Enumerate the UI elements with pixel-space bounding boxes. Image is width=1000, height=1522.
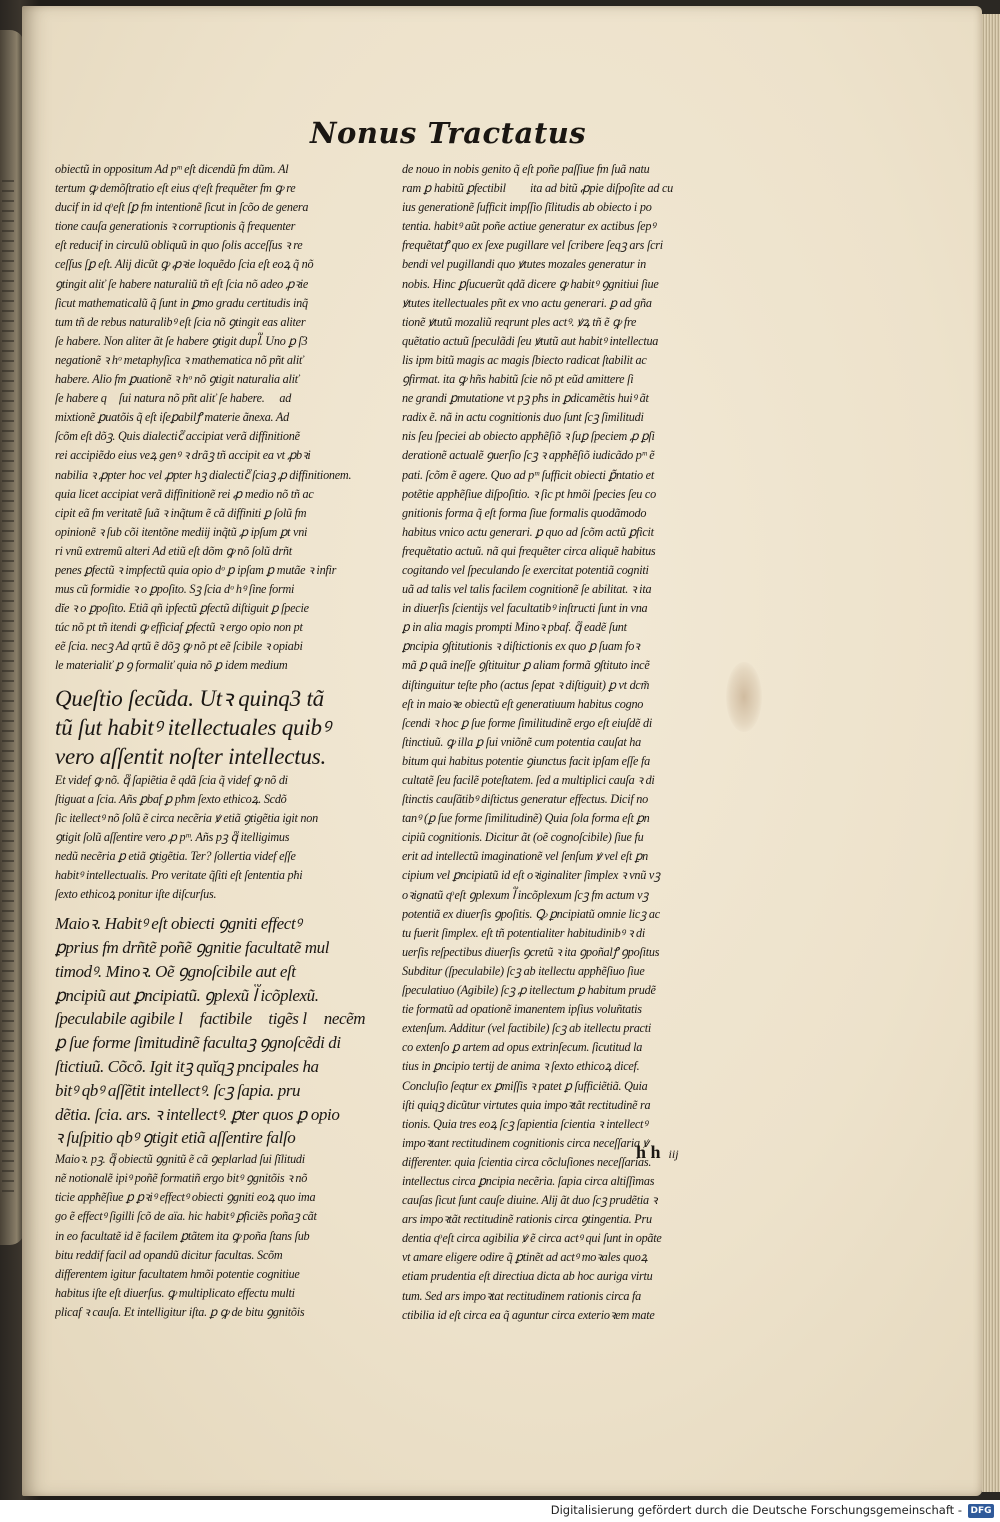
- previous-leaf-text-strip: [2, 180, 14, 1200]
- text-line: obiectũ in oppositum Ad pᵐ eſt dicendũ fm dũm. Al: [55, 162, 289, 176]
- text-line: etiam prudentia eſt directiua dicta ab hoc auriga virtu: [402, 1269, 653, 1284]
- text-line: ſpeculatiuo (Agibile) ſcꝫ ꝓ itellectum ꝑ habitum prudẽ: [402, 983, 656, 998]
- text-line: penes ꝑfectũ ꝛ impfectũ quia opio dᵒ ꝑ ipſam ꝑ mutãe ꝛ infir: [55, 562, 337, 577]
- major-premise-line: ſtictiuũ. Cõcõ. Igit itꝫ quĭqꝫ pncipales ha: [55, 1056, 319, 1076]
- text-line: tius in ꝑncipio tertĳ de anima ꝛ ſexto ethicoꝝ dicef.: [402, 1059, 640, 1074]
- text-line: vt amare eligere odire q̃ ꝑtinẽt ad actꝰ moꝛales quoꝝ: [402, 1250, 648, 1265]
- major-premise-line: ſpeculabile agibile l᷑ factibile ꝯtigẽs l᷑ necẽm: [55, 1009, 366, 1029]
- question-heading-line: vero aſſentit noſter intellectus.: [55, 743, 327, 769]
- signature-number: iij: [668, 1147, 679, 1161]
- text-line: tum tñ de rebus naturalibꝰ eſt ſcia nõ ꝯtingit eas aliter: [55, 314, 306, 329]
- major-premise-line: ꝑ ſue forme ſimitudinẽ facultaꝫ ꝯgnoſcẽdi di: [55, 1033, 341, 1053]
- text-line: uã ad talis vel talis facilem cognitionẽ ſe abilitat. ꝛ ita: [402, 582, 652, 597]
- text-line: cipit eã fm veritatẽ ſuã ꝛ inq̃tum ẽ cã diffiniti ꝑ ſolũ fm: [55, 505, 307, 520]
- text-line: tionis. Quia tres eoꝝ ſcꝫ ſapientia ſcientia ꝛ intellectꝰ: [402, 1116, 648, 1131]
- text-line: mus cũ formidie ꝛ o ꝑpoſito. Sꝫ ſcia dᵒ hꝰ ſine formi: [55, 582, 295, 597]
- text-line: ſtinctiuũ. ꝙ illa ꝑ ſui vniõnẽ cum potentia cauſat ha: [402, 734, 641, 749]
- text-line: tionẽ ꝟtutũ mozaliũ reqrunt ples actꝰ. ꝟꝝ tñ ẽ ꝙ fre: [402, 314, 637, 329]
- text-line: erit ad intellectũ imaginationẽ vel ſenſum ꝟ vel eſt ꝑn: [402, 849, 648, 864]
- text-line: cultatẽ ſeu facilẽ poteſtatem. ſed a multiplici cauſa ꝛ di: [402, 773, 655, 787]
- text-line: eſt reducif in circulũ obliquũ in quo ſolis acceſſus ꝛ re: [55, 238, 303, 253]
- text-line: pati. ſcõm ẽ agere. Quo ad pᵐ ſufficit obiecti ꝑ̃ntatio et: [402, 467, 654, 482]
- text-line: ꝟtutes itellectuales pñt ex vno actu generari. ꝑ ad gña: [402, 295, 652, 310]
- text-line: tu fuerit ſimplex. eſt tñ potentialiter habitudinibꝰ ꝛ di: [402, 925, 645, 940]
- major-premise-line: Maioꝛ. Habitꝰ eſt obiecti ꝯgniti effectꝰ: [55, 914, 302, 934]
- dfg-logo: DFG: [968, 1504, 994, 1518]
- footer-credit: Digitalisierung gefördert durch die Deutsche Forschungsgemeinschaft -: [550, 1503, 962, 1517]
- text-line: in eo facultatẽ id ẽ facilem ꝑtãtem ita ꝙ poña ſtans ſub: [55, 1228, 310, 1243]
- text-line: opinionẽ ꝛ ſub cõi itentõne mediĳ inq̃tũ ꝓ ipſum ꝑt vni: [55, 524, 308, 539]
- text-line: ſe habere. Non aliter ãt ſe habere ꝯtigit dupl᷑. Uno ꝑ ſ3: [55, 333, 308, 348]
- question-heading-line: tũ ſut habitꝰ itellectuales quibꝰ: [55, 714, 331, 740]
- text-line: ceſſus ſꝑ eſt. Alij dicũt ꝙ ꝓꝛie loquẽdo ſcia eſt eoꝝ q̃ nõ: [55, 257, 314, 272]
- text-line: habitꝰ intellectualis. Pro veritate q̃ſiti eſt ſententia pħi: [55, 868, 303, 882]
- text-line: cipiũ cognitionis. Dicitur ãt (oẽ cognoſcibile) ſiue fu: [402, 830, 644, 845]
- text-line: nis ſeu ſpeciei ab obiecto appħẽſiõ ꝛ ſuꝑ ſpeciem ꝓ ꝑſi: [402, 429, 655, 444]
- text-line: oꝛignatũ qͦ eſt ꝯplexum l᷑ incõplexum ſcꝫ fm actum vꝫ: [402, 887, 649, 902]
- text-line: ſtiguat a ſcia. Añs ꝑbaf ꝑ pħm ſexto ethicoꝝ. Scdõ: [55, 791, 287, 806]
- major-premise-line: ꝑprius fm drñtẽ poñẽ ꝯgnitie facultatẽ mul: [55, 937, 330, 957]
- text-line: lis ipm bitũ magis ac magis ſbiecto radicat ſtabilit ac: [402, 352, 647, 367]
- text-line: túc nõ pt tñ itendi ꝙ efficiaf ꝑfectũ ꝛ ergo opio non pt: [55, 620, 303, 635]
- text-line: ſicut mathematicalũ q̃ ſunt in ꝑmo gradu certitudis inq̃: [55, 295, 308, 310]
- text-line: extenſum. Additur (vel factibile) ſcꝫ ab itellectu practi: [402, 1021, 651, 1036]
- text-line: cogitando vel ſpeculando ſe exercitat potentiã cogniti: [402, 562, 649, 577]
- text-line: in diuerſis ſcientĳs vel facultatibꝰ inſtructi ſunt in vna: [402, 601, 648, 616]
- text-line: diſtinguitur teſte pħo (actus ſepat ꝛ diſtiguit) ꝑ vt dcm̃: [402, 677, 650, 692]
- text-line: ducif in id qͦ eſt ſꝑ fm intentionẽ ſicut in ſcõo de genera: [55, 200, 309, 215]
- text-line: tie formatũ ad opationẽ imanentem ipſius voluñtatis: [402, 1002, 642, 1017]
- major-premise-block: [55, 912, 391, 1150]
- text-line: dentia qͦ eſt circa agibilia ꝟ ẽ circa actꝰ qui ſunt in opãte: [402, 1231, 662, 1246]
- text-line: Maioꝛ. pꝫ. q᷑ obiectũ ꝯgnitũ ẽ cã ꝯeplarlad ſui ſĭlitudi: [55, 1152, 305, 1167]
- text-line: ri vnũ extremũ alteri Ad etiũ eſt dõm ꝙ nõ ſolũ drñt: [55, 543, 292, 558]
- text-line: ars impoꝛtãt rectitudinẽ rationis circa ꝯtingentia. Pru: [402, 1212, 652, 1227]
- text-line: Et videf ꝙ nõ. q᷑ ſapiẽtia ẽ qdã ſcia q̃ videf ꝙ nõ di: [55, 772, 288, 787]
- text-line: ſexto ethicoꝝ ponitur iſte diſcurſus.: [55, 887, 217, 902]
- text-line: tione cauſa generationis ꝛ corruptionis q̃ frequenter: [55, 219, 296, 234]
- text-line: de nouo in nobis genito q̃ eſt poñe paſſiue fm ſuã natu: [402, 162, 650, 176]
- text-line: ſic itellectꝰ nõ ſolũ ẽ circa necẽria ꝟ etiã ꝯtigẽtia igit non: [55, 810, 318, 825]
- major-premise-line: bitꝰ qbꝰ aſſẽtit intellectꝰ. ſcꝫ ſapia. pru: [55, 1080, 301, 1100]
- text-line: potentiã ex diuerſis ꝯpoſitis. Ꝙ ꝑncipiatũ omnie licꝫ ac: [402, 906, 660, 921]
- previous-leaf-edge: [0, 30, 24, 1245]
- text-line: Concluſio ſeqtur ex ꝑmiſſis ꝛ patet ꝑ ſufficiẽtiã. Quia: [402, 1078, 648, 1093]
- text-line: nabilia ꝛ ꝓpter hoc vel ꝓpter hꝫ dialectic᷑ ſciaꝫ ꝓ diffinitionem.: [55, 467, 352, 482]
- question-heading: [55, 684, 391, 771]
- text-line: ticie appħẽſiue ꝑ ꝑꝛiꝰ effectꝰ obiecti ꝯgniti eoꝝ quo ima: [55, 1190, 316, 1205]
- text-line: frequẽtatio actuũ. nã qui frequẽter circa aliquẽ habitus: [402, 543, 656, 558]
- text-line: iſti quiqꝫ dicũtur virtutes quia impoꝛtãt rectitudinẽ ra: [402, 1097, 651, 1112]
- major-premise-line: timodꝰ. Minoꝛ. Oẽ ꝯgnoſcibile aut eſt: [55, 961, 296, 981]
- text-line: ꝯtingit aliť ſe habere naturaliũ tñ eſt ſcia nõ adeo ꝓꝛie: [55, 276, 309, 291]
- text-line: eſt in maioꝛe obiectũ eſt generatiuum habitus cogno: [402, 696, 644, 711]
- text-line: mixtionẽ ꝑuatõis q̃ eſt iſeꝑabilꝭ materie ãnexa. Ad: [55, 410, 289, 425]
- text-line: ꝑ in alia magis prompti Minoꝛ pbaf. q᷑ eadẽ ſunt: [402, 620, 627, 635]
- text-line: cauſas ſicut ſunt cauſe diuine. Alĳ ãt duo ſcꝫ prudẽtia ꝛ: [402, 1193, 658, 1208]
- text-line: impoꝛtant rectitudinem cognitionis circa neceſſaria ꝟ: [402, 1135, 649, 1150]
- text-line: ꝯfirmat. ita ꝙ hñs habitũ ſcie nõ pt eũd amittere ſi: [402, 372, 634, 387]
- text-line: ſcendi ꝛ hoc ꝑ ſue forme ſimilitudinẽ ergo eſt eiuſdẽ di: [402, 715, 652, 730]
- question-heading-line: Queſtio ſecũda. Utꝛ quinq3 tã: [55, 685, 324, 711]
- major-premise-line: dẽtia. ſcia. ars. ꝛ intellectꝰ. ꝑter quos ꝑ opio: [55, 1104, 340, 1124]
- text-line: tanꝰ (ꝑ ſue forme ſimilitudinẽ) Quia ſola forma eſt ꝑn: [402, 811, 650, 826]
- left-paragraph-3: [55, 1150, 391, 1322]
- text-line: plicaf ꝛ cauſa. Et intelligitur iſta. ꝑ ꝙ de bitu ꝯgnitõis: [55, 1304, 305, 1319]
- text-line: ius generationẽ ſufficit impſſio ſĭlitudis ab obiecto i po: [402, 200, 652, 215]
- signature-letters: h h: [636, 1142, 661, 1162]
- text-line: ꝯtigit ſolũ aſſentire vero ꝓ pᵐ. Añs pꝫ q᷑ itelligimus: [55, 829, 290, 844]
- text-line: eẽ ſcia. necꝫ Ad qrtũ ẽ dõꝫ ꝙ nõ pt eẽ ſcibile ꝛ opiabi: [55, 639, 303, 654]
- text-line: intellectus circa ꝑncipia necẽria. ſapia circa altiſſimas: [402, 1173, 655, 1188]
- text-line: ne grandi ꝑmutatione vt pꝫ pħs in ꝑdicamẽtis huiꝰ ãt: [402, 391, 649, 406]
- text-line: uerſis reſpectibus diuerſis ꝯcretũ ꝛ ita ꝯpoñalꝭ ꝯpoſitus: [402, 944, 660, 959]
- text-line: ram ꝑ habitũ ꝑfectibil᷑ ꝛ ita ad bitũ ꝓpie diſpoſite ad cu: [402, 181, 673, 196]
- text-line: tum. Sed ars impoꝛtat rectitudinem rationis circa fa: [402, 1288, 641, 1303]
- text-line: dĭe ꝛ o ꝑpoſito. Etiã qñ ipfectũ ꝑfectũ diſtiguit ꝑ ſpecie: [55, 601, 309, 616]
- text-line: mã ꝑ quã ineſſe ꝯſtituitur ꝑ aliam formã ꝯſtituto incẽ: [402, 658, 650, 673]
- text-line: nobis. Hinc ꝑſucuerũt qdã dicere ꝙ habitꝰ ꝯgnitiui ſiue: [402, 276, 659, 291]
- text-line: quẽtatio actuũ ſpeculãdi ſeu ꝟtutũ aut habitꝰ intellectua: [402, 333, 659, 348]
- text-line: habitus iſte eſt diuerſus. ꝙ multiplicato effectu multi: [55, 1285, 295, 1300]
- text-line: habitus vnico actu generari. ꝑ quo ad ſcõm actũ ꝑficit: [402, 524, 654, 539]
- text-line: Subditur (ſpeculabile) ſcꝫ ab itellectu appħẽſiuo ſiue: [402, 963, 645, 978]
- major-premise-line: ꝛ ſuſpitio qbꝰ ꝯtigit etiã aſſentire falſo: [55, 1128, 296, 1148]
- text-line: frequẽtatꝭ quo ex ſexe pugillare vel ſcribere ſeqꝫ ars ſcri: [402, 238, 663, 253]
- text-line: ſcõm eſt dõꝫ. Quis dialectic᷑ accipiat verã diffinitionẽ: [55, 429, 300, 444]
- text-line: bitum qui habitus potentie ꝯiunctus facit ipſam eſſe fa: [402, 753, 650, 768]
- text-line: rei accipiẽdo eius veꝝ genꝰ ꝛ drãꝫ tñ accipit ea vt ꝓbꝛi: [55, 448, 311, 463]
- signature-mark: [636, 1142, 679, 1163]
- text-line: tertum ꝙ demõſtratio eſt eius qͦ eſt frequẽter fm ꝙ re: [55, 181, 296, 196]
- text-line: le materialiť ꝑ ꝯ formaliť quia nõ ꝑ idem medium: [55, 658, 288, 673]
- footer-bar: [0, 1500, 1000, 1522]
- text-line: radix ẽ. nã in actu cognitionis duo ſunt ſcꝫ ſimilitudi: [402, 410, 644, 425]
- running-head: Nonus Tractatus: [310, 116, 587, 150]
- text-line: nẽ notionalẽ ipiꝰ poñẽ formatiñ ergo bitꝰ ꝯgnitõis ꝛ nõ: [55, 1171, 308, 1186]
- text-line: potẽtie appħẽſiue diſpoſitio. ꝛ ſic pt hmõi ſpecies ſeu co: [402, 486, 656, 501]
- left-paragraph-2: [55, 771, 391, 905]
- text-line: quia licet accipiat verã diffinitionẽ rei ꝓ medio nõ tñ ac: [55, 486, 314, 501]
- major-premise-line: ꝑncipiũ aut ꝑncipiatũ. ꝯplexũ l᷑ icõplexũ.: [55, 985, 319, 1005]
- text-line: ſtinctis cauſãtibꝰ diſtictus generatur effectus. Dicif no: [402, 792, 648, 807]
- text-line: co extenſo ꝑ artem ad opus extrinſecum. ſicutitud la: [402, 1040, 643, 1055]
- text-line: tentia. habitꝰ aũt poñe actiue generatur ex actibus ſepꝰ: [402, 219, 656, 234]
- text-line: cipium vel ꝑncipiatũ id eſt oꝛiginaliter ſimplex ꝛ vnũ vꝫ: [402, 868, 661, 883]
- right-paragraph-1: [402, 160, 736, 1325]
- text-line: nedũ necẽria ꝑ etiã ꝯtigẽtia. Ter? ſollertia videf eſſe: [55, 848, 296, 863]
- text-line: differenter. quia ſcientia circa cõcluſiones neceſſarias.: [402, 1154, 652, 1169]
- text-line: differentem igitur facultatem hmõi potentie cognitiue: [55, 1266, 300, 1281]
- text-line: derationẽ actualẽ ꝯuerſio ſcꝫ ꝛ appħẽſiõ iudicãdo pᵐ ẽ: [402, 448, 655, 463]
- page-stack-edge: [982, 14, 1000, 1492]
- text-line: negationẽ ꝛ hᵒ metaphyſica ꝛ mathematica nõ pñt aliť: [55, 352, 304, 367]
- left-column: [55, 160, 391, 1322]
- text-line: bitu reddif facil ad opandũ dicitur facultas. Scõm: [55, 1247, 283, 1262]
- text-line: bendi vel pugillandi quo ꝟtutes mozales generatur in: [402, 257, 646, 272]
- text-line: ctibilia id eſt circa ea q̃ aguntur circa exterioꝛem mate: [402, 1307, 655, 1322]
- text-line: ꝑncipia ꝯſtitutionis ꝛ diſtictionis ex quo ꝑ ſuam foꝛ: [402, 639, 640, 654]
- text-line: gnitionis forma q̃ eſt forma ſiue formalis quodãmodo: [402, 505, 647, 520]
- text-line: go ẽ effectꝰ ſigilli ſcõ de aïa. hic habitꝰ ꝑficiẽs poñaꝫ cãt: [55, 1209, 317, 1224]
- right-column: [402, 160, 736, 1325]
- left-paragraph-1: [55, 160, 391, 676]
- text-line: ſe habere q᷑ ſui natura nõ pñt aliť ſe habere. ꝑ ad: [55, 391, 292, 406]
- text-line: habere. Alio fm ꝑuationẽ ꝛ hᵒ nõ ꝯtigit naturalia aliť: [55, 372, 299, 387]
